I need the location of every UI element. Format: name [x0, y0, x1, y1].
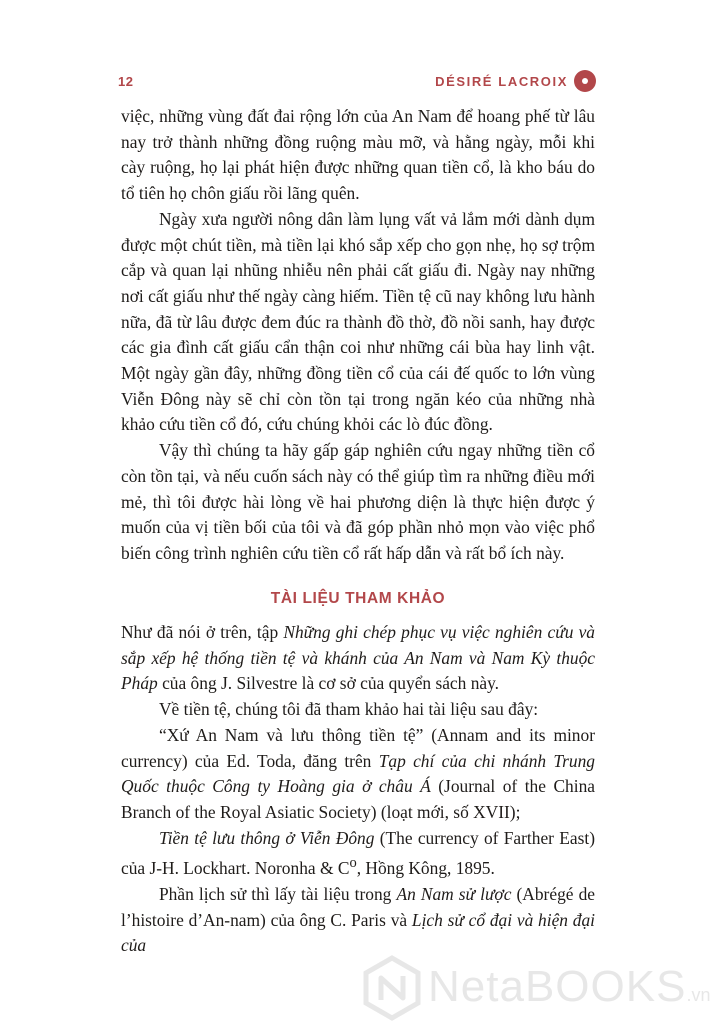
- ref-paragraph-history: Phần lịch sử thì lấy tài liệu trong An Nam sử lược (Abrégé de l’histoire d’An-nam) của ông C. Paris và Lịch sử cổ đại và hiện đại của: [121, 883, 595, 956]
- running-header: [118, 66, 596, 102]
- ref-title-paris: An Nam sử lược: [396, 883, 512, 904]
- watermark: [362, 956, 710, 1022]
- paragraph-continuation: việc, những vùng đất đai rộng lớn của An Nam để hoang phế từ lâu nay trở thành những đồng ruộng màu mỡ, và hằng ngày, mỗi khi cày ruộng, họ lại phát hiện được những quan tiền cổ, là kho báu do tổ tiên họ chôn giấu rồi lãng quên.: [121, 106, 595, 204]
- running-head-author: DÉSIRÉ LACROIX: [435, 74, 568, 89]
- paragraph-conclusion: Vậy thì chúng ta hãy gấp gáp nghiên cứu ngay những tiền cổ còn tồn tại, và nếu cuốn sách này có thể giúp tìm ra những điều mới mẻ, thì tôi được hài lòng về hai phương diện là thực hiện được ý muốn của vị tiền bối của tôi và đã góp phần nhỏ mọn vào việc phổ biến công trình nghiên cứu tiền cổ rất hấp dẫn và rất bổ ích này.: [121, 440, 595, 563]
- section-heading: TÀI LIỆU THAM KHẢO: [270, 590, 446, 607]
- ref-title-history: Lịch sử cổ đại và hiện đại của: [121, 909, 595, 956]
- ref-paragraph-lockhart: Tiền tệ lưu thông ở Viễn Đông (The currency of Farther East) của J-H. Lockhart. Noronha & $C^o$, Hồng Kông, 1895.: [121, 827, 595, 879]
- ref-title-silvestre: Những ghi chép phục vụ việc nghiên cứu và sắp xếp hệ thống tiền tệ và khánh của An Nam và Nam Kỳ thuộc Pháp: [121, 622, 596, 694]
- body-text-top: [121, 104, 595, 567]
- neta-logo-icon: [362, 956, 422, 1020]
- circle-ornament-icon: [574, 70, 596, 92]
- references-body: [121, 620, 595, 959]
- ref-paragraph-intro: Như đã nói ở trên, tập Những ghi chép phục vụ việc nghiên cứu và sắp xếp hệ thống tiền tệ và khánh của An Nam và Nam Kỳ thuộc Pháp của ông J. Silvestre là cơ sở của quyển sách này.: [121, 622, 596, 694]
- paragraph-farmers: Ngày xưa người nông dân làm lụng vất vả lắm mới dành dụm được một chút tiền, mà tiền lại khó sắp xếp cho gọn nhẹ, họ sợ trộm cắp và quan lại nhũng nhiễu nên phải cất giấu đi. Ngày nay những nơi cất giấu như thế ngày càng hiếm. Tiền tệ cũ nay không lưu hành nữa, đã từ lâu được đem đúc ra thành đồ thờ, đồ nồi sanh, hay được các gia đình cất giấu cẩn thận coi như những cái bùa hay linh vật. Một ngày gần đây, những đồng tiền cổ của cái đế quốc to lớn vùng Viễn Đông này sẽ chỉ còn tồn tại trong ngăn kéo của những nhà khảo cứu tiền cổ đó, cứu chúng khỏi các lò đúc đồng.: [121, 208, 595, 435]
- ref-title-journal: Tạp chí của chi nhánh Trung Quốc thuộc Công ty Hoàng gia ở châu Á: [121, 750, 595, 797]
- ref-title-lockhart: Tiền tệ lưu thông ở Viễn Đông: [159, 827, 375, 848]
- page-number: 12: [118, 74, 134, 89]
- watermark-brand: NetaBOOKS.vn: [428, 962, 710, 1011]
- ref-paragraph-toda: “Xứ An Nam và lưu thông tiền tệ” (Annam and its minor currency) của Ed. Toda, đăng trên Tạp chí của chi nhánh Trung Quốc thuộc Công ty Hoàng gia ở châu Á (Journal of the China Branch of the Royal Asiatic Society) (loạt mới, số XVII);: [121, 724, 595, 822]
- ref-paragraph-currency: Về tiền tệ, chúng tôi đã tham khảo hai tài liệu sau đây:: [159, 699, 539, 720]
